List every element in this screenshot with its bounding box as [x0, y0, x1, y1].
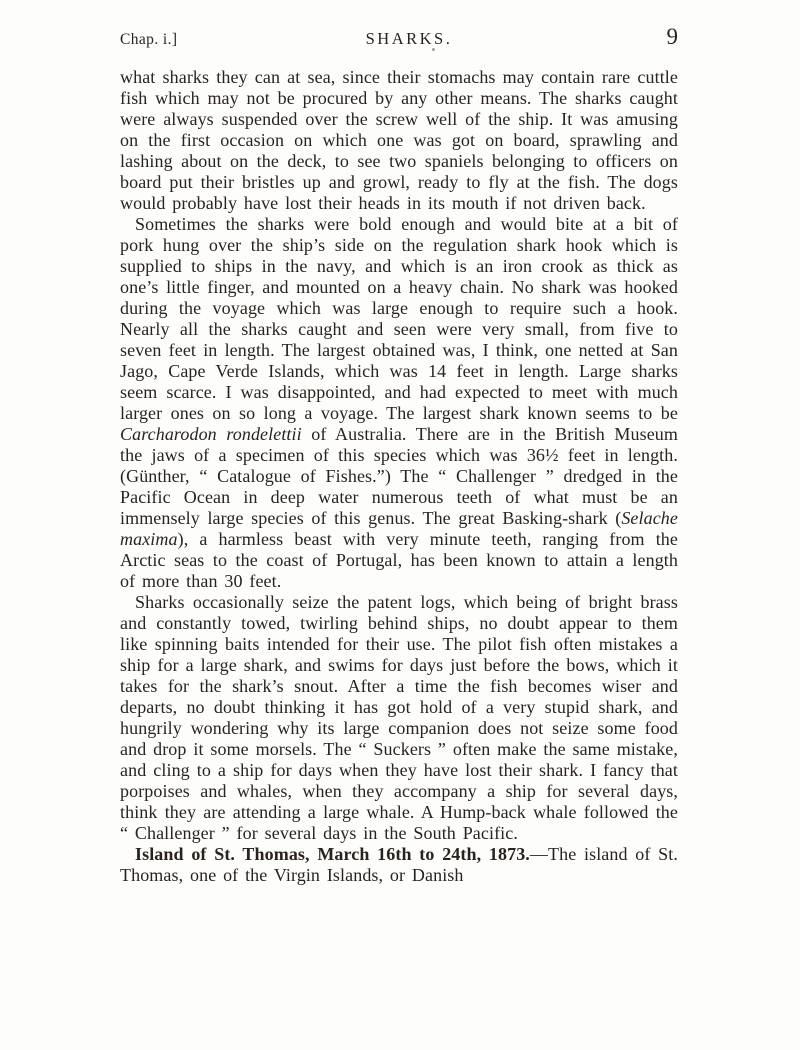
chapter-label: Chap. i.]	[120, 31, 178, 48]
body-text: what sharks they can at sea, since their stomachs may contain rare cuttle fish which may not be procured by any other means. The sharks caught were always suspended over the screw well of the ship. It was amusing on the first occasion on which one was got on board, sprawling and lashing about on the deck, to see two spaniels belonging to officers on board put their bristles up and growl, ready to fly at the fish. The dogs would probably have lost their heads in its mouth if not driven back.	[120, 67, 678, 213]
paragraph	[120, 214, 678, 592]
body-text: —The island of St. Thomas, one of the Virgin Islands, or Danish	[120, 844, 678, 885]
body-text: Sometimes the sharks were bold enough and would bite at a bit of pork hung over the ship’s side on the regulation shark hook which is supplied to ships in the navy, and which is an iron crook as thick as one’s little finger, and mounted on a heavy chain. No shark was hooked during the voyage which was large enough to require such a hook. Nearly all the sharks caught and seen were very small, from five to seven feet in length. The largest obtained was, I think, one netted at San Jago, Cape Verde Islands, which was 14 feet in length. Large sharks seem scarce. I was disappointed, and had expected to meet with much larger ones on so long a voyage. The largest shark known seems to be	[120, 214, 678, 423]
body-text: ), a harmless beast with very minute teeth, ranging from the Arctic seas to the coast of Portugal, has been known to attain a length of more than 30 feet.	[120, 529, 678, 591]
species-name-italic: Selache maxima	[120, 508, 678, 549]
page-header	[120, 24, 678, 50]
species-name-italic: Carcharodon rondelettii	[120, 424, 302, 444]
paragraph	[120, 67, 678, 214]
paragraph	[120, 844, 678, 886]
paragraph	[120, 592, 678, 844]
page-number: 9	[666, 24, 678, 49]
section-heading-bold: Island of St. Thomas, March 16th to 24th, 1873.	[135, 844, 530, 864]
running-title: SHARKS.	[365, 29, 453, 48]
body-text: Sharks occasionally seize the patent logs, which being of bright brass and constantly towed, twirling behind ships, no doubt appear to them like spinning baits intended for their use. The pilot fish often mistakes a ship for a large shark, and swims for days just before the bows, which it takes for the shark’s snout. After a time the fish becomes wiser and departs, no doubt thinking it has got hold of a very stupid shark, and hungrily wondering why its large companion does not seize some food and drop it some morsels. The “ Suckers ” often make the same mistake, and cling to a ship for days when they have lost their shark. I fancy that porpoises and whales, when they accompany a ship for several days, think they are attending a large whale. A Hump-back whale followed the “ Challenger ” for several days in the South Pacific.	[120, 592, 678, 843]
scan-artifact-dot	[432, 48, 435, 51]
page-body	[120, 67, 678, 886]
body-text: of Australia. There are in the British Museum the jaws of a specimen of this species which was 36½ feet in length. (Günther, “ Catalogue of Fishes.”) The “ Challenger ” dredged in the Pacific Ocean in deep water numerous teeth of what must be an immensely large species of this genus. The great Basking-shark (	[120, 424, 678, 528]
